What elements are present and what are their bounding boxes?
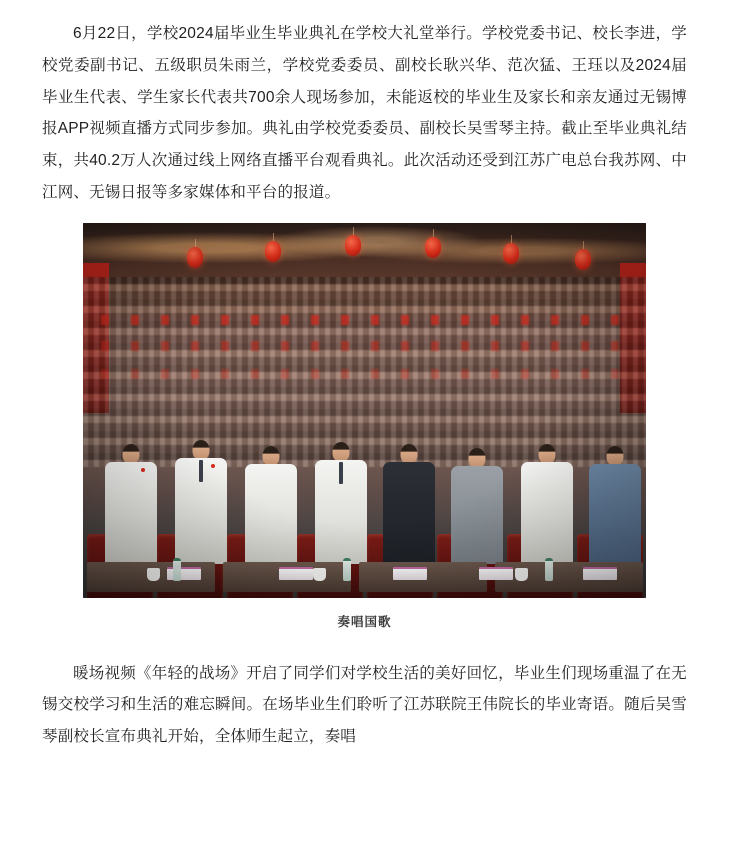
lantern-icon: [265, 241, 281, 262]
name-card: [479, 567, 513, 580]
lantern-icon: [187, 247, 203, 268]
photo-sash-row: [91, 369, 638, 379]
attendee-body: [521, 462, 573, 564]
water-bottle: [173, 558, 181, 581]
attendee-figure: [245, 446, 297, 564]
name-card: [279, 567, 313, 580]
photo-sash-row: [91, 315, 638, 325]
necktie: [199, 460, 203, 482]
lantern-icon: [425, 237, 441, 258]
tea-cup: [313, 568, 326, 581]
water-bottle: [545, 558, 553, 581]
attendee-body: [589, 464, 641, 564]
figure-caption: 奏唱国歌: [337, 614, 392, 629]
article-paragraph-1: 6月22日，学校2024届毕业生毕业典礼在学校大礼堂举行。学校党委书记、校长李进，学校党委副书记、五级职员朱雨兰，学校党委委员、副校长耿兴华、范次猛、王珏以及2024届毕业生代表、学生家长代表共700余人现场参加，未能返校的毕业生及家长和亲友通过无锡博报APP视频直播方式同步参加。典礼由学校党委委员、副校长吴雪琴主持。截止至毕业典礼结束，共40.2万人次通过线上网络直播平台观看典礼。此次活动还受到江苏广电总台我苏网、中江网、无锡日报等多家媒体和平台的报道。: [42, 25, 687, 201]
photo-ceiling-lights: [83, 223, 646, 285]
attendee-figure: [175, 440, 227, 564]
attendee-body: [105, 462, 157, 564]
water-bottle: [343, 558, 351, 581]
attendee-head: [401, 444, 418, 464]
tea-cup: [147, 568, 160, 581]
name-card: [393, 567, 427, 580]
attendee-head: [469, 448, 486, 468]
attendee-figure: [315, 442, 367, 564]
attendee-figure: [451, 448, 503, 564]
attendee-head: [607, 446, 624, 466]
name-card: [583, 567, 617, 580]
lantern-icon: [345, 235, 361, 256]
lantern-icon: [575, 249, 591, 270]
attendee-head: [333, 442, 350, 462]
attendee-head: [193, 440, 210, 460]
attendee-figure: [589, 446, 641, 564]
attendee-figure: [521, 444, 573, 564]
photo-front-row: [83, 408, 646, 598]
ceremony-photo: [83, 223, 646, 598]
attendee-head: [123, 444, 140, 464]
attendee-head: [539, 444, 556, 464]
tea-cup: [515, 568, 528, 581]
attendee-head: [263, 446, 280, 466]
necktie: [339, 462, 343, 484]
lantern-icon: [503, 243, 519, 264]
article-figure: [42, 223, 687, 630]
attendee-body: [451, 466, 503, 564]
attendee-figure: [105, 444, 157, 564]
photo-sash-row: [91, 341, 638, 351]
article-paragraph-2: 暖场视频《年轻的战场》开启了同学们对学校生活的美好回忆，毕业生们现场重温了在无锡交校学习和生活的难忘瞬间。在场毕业生们聆听了江苏联院王伟院长的毕业寄语。随后吴雪琴副校长宣布典礼开始，全体师生起立，奏唱: [42, 664, 687, 746]
attendee-body: [245, 464, 297, 564]
attendee-body: [383, 462, 435, 564]
attendee-figure: [383, 444, 435, 564]
